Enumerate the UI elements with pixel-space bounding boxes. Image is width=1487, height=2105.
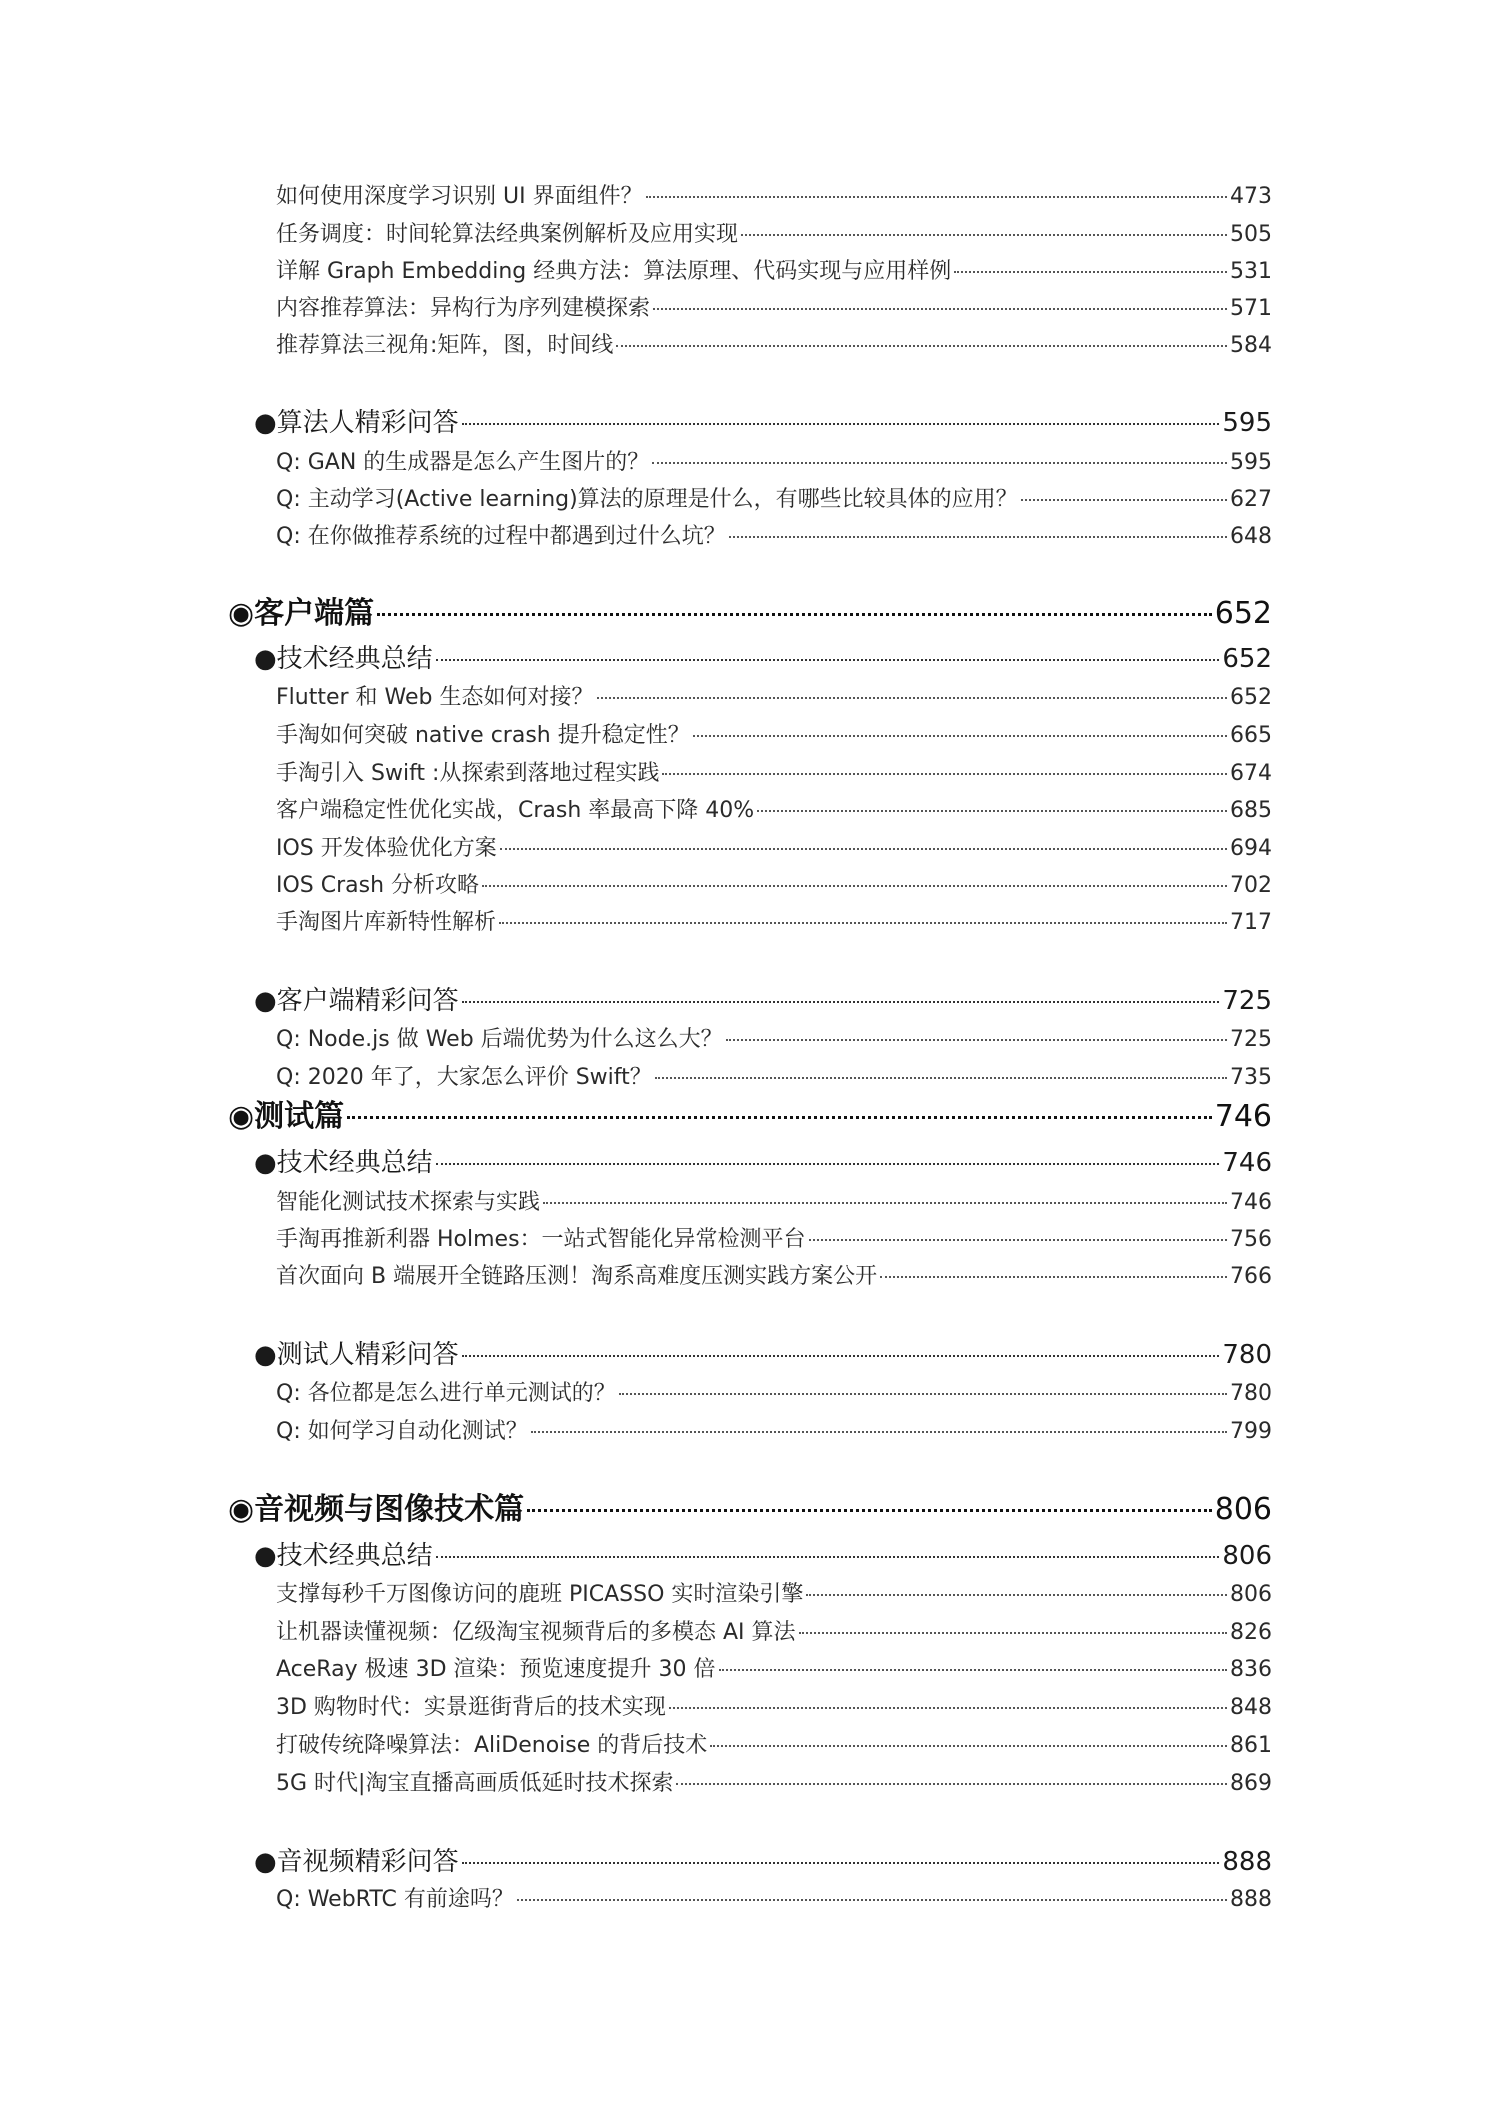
toc-page-number: 473 xyxy=(1230,184,1272,209)
toc-entry-title: 推荐算法三视角:矩阵，图，时间线 xyxy=(276,333,614,358)
toc-subsection-row[interactable] xyxy=(254,642,1272,676)
toc-entry-title: 手淘引入 Swift :从探索到落地过程实践 xyxy=(276,761,660,786)
dot-leader xyxy=(655,1077,1227,1079)
toc-entry-title: Q: 在你做推荐系统的过程中都遇到过什么坑？ xyxy=(276,524,726,549)
toc-page-number: 888 xyxy=(1230,1887,1272,1912)
toc-page-number: 869 xyxy=(1230,1771,1272,1796)
dot-leader xyxy=(646,196,1227,198)
toc-entry-title: 手淘图片库新特性解析 xyxy=(276,910,497,935)
toc-page-number: 888 xyxy=(1222,1847,1272,1877)
dot-leader xyxy=(757,810,1227,812)
toc-page-number: 780 xyxy=(1230,1381,1272,1406)
toc-entry-title: ●技术经典总结 xyxy=(254,1148,433,1178)
toc-page-number: 674 xyxy=(1230,761,1272,786)
toc-entry-title: ●客户端精彩问答 xyxy=(254,986,459,1016)
toc-item-row[interactable] xyxy=(276,1693,1272,1723)
toc-item-row[interactable] xyxy=(276,721,1272,751)
toc-entry-title: 详解 Graph Embedding 经典方法：算法原理、代码实现与应用样例 xyxy=(276,259,952,284)
toc-entry-title: 5G 时代|淘宝直播高画质低延时技术探索 xyxy=(276,1771,674,1796)
dot-leader xyxy=(719,1669,1228,1671)
toc-item-row[interactable] xyxy=(276,1769,1272,1799)
toc-entry-title: 智能化测试技术探索与实践 xyxy=(276,1190,541,1215)
toc-entry-title: Q: 各位都是怎么进行单元测试的？ xyxy=(276,1381,616,1406)
toc-entry-title: 如何使用深度学习识别 UI 界面组件？ xyxy=(276,184,643,209)
toc-page-number: 505 xyxy=(1230,222,1272,247)
toc-page-number: 861 xyxy=(1230,1733,1272,1758)
toc-entry-title: Flutter 和 Web 生态如何对接？ xyxy=(276,685,594,710)
toc-item-row[interactable] xyxy=(276,834,1272,864)
dot-leader xyxy=(462,1862,1220,1864)
dot-leader xyxy=(462,1355,1220,1357)
toc-page-number: 826 xyxy=(1230,1620,1272,1645)
toc-page-number: 652 xyxy=(1230,685,1272,710)
toc-item-row[interactable] xyxy=(276,522,1272,552)
toc-entry-title: ●音视频精彩问答 xyxy=(254,1847,459,1877)
toc-page-number: 717 xyxy=(1230,910,1272,935)
dot-leader xyxy=(693,735,1227,737)
toc-section-row[interactable] xyxy=(228,594,1272,634)
dot-leader xyxy=(954,271,1227,273)
toc-item-row[interactable] xyxy=(276,1379,1272,1409)
toc-page-number: 665 xyxy=(1230,723,1272,748)
toc-entry-title: IOS Crash 分析攻略 xyxy=(276,873,480,898)
toc-entry-title: 打破传统降噪算法：AliDenoise 的背后技术 xyxy=(276,1733,708,1758)
toc-page-number: 531 xyxy=(1230,259,1272,284)
dot-leader xyxy=(436,1556,1220,1558)
toc-subsection-row[interactable] xyxy=(254,406,1272,440)
toc-page-number: 848 xyxy=(1230,1695,1272,1720)
toc-subsection-row[interactable] xyxy=(254,1539,1272,1573)
dot-leader xyxy=(662,773,1227,775)
toc-page-number: 595 xyxy=(1230,450,1272,475)
toc-page-number: 806 xyxy=(1230,1582,1272,1607)
dot-leader xyxy=(1021,499,1227,501)
toc-entry-title: Q: 2020 年了，大家怎么评价 Swift？ xyxy=(276,1065,652,1090)
toc-page-number: 725 xyxy=(1222,986,1272,1016)
dot-leader xyxy=(436,1163,1220,1165)
toc-item-row[interactable] xyxy=(276,1731,1272,1761)
toc-item-row[interactable] xyxy=(276,796,1272,826)
toc-item-row[interactable] xyxy=(276,448,1272,478)
dot-leader xyxy=(669,1707,1227,1709)
toc-item-row[interactable] xyxy=(276,1225,1272,1255)
toc-page-number: 766 xyxy=(1230,1264,1272,1289)
dot-leader xyxy=(809,1239,1227,1241)
toc-subsection-row[interactable] xyxy=(254,1338,1272,1372)
toc-subsection-row[interactable] xyxy=(254,1146,1272,1180)
dot-leader xyxy=(729,536,1227,538)
toc-item-row[interactable] xyxy=(276,1618,1272,1648)
dot-leader xyxy=(517,1899,1227,1901)
toc-page-number: 746 xyxy=(1230,1190,1272,1215)
toc-entry-title: ●测试人精彩问答 xyxy=(254,1340,459,1370)
toc-item-row[interactable] xyxy=(276,1885,1272,1915)
dot-leader xyxy=(527,1509,1212,1512)
toc-page-number: 806 xyxy=(1222,1541,1272,1571)
toc-entry-title: ◉测试篇 xyxy=(228,1099,345,1134)
toc-item-row[interactable] xyxy=(276,331,1272,361)
dot-leader xyxy=(499,922,1227,924)
toc-page-number: 584 xyxy=(1230,333,1272,358)
toc-item-row[interactable] xyxy=(276,683,1272,713)
toc-entry-title: Q: GAN 的生成器是怎么产生图片的？ xyxy=(276,450,650,475)
toc-entry-title: 客户端稳定性优化实战，Crash 率最高下降 40% xyxy=(276,798,755,823)
toc-entry-title: Q: 主动学习(Active learning)算法的原理是什么，有哪些比较具体的应用？ xyxy=(276,487,1018,512)
toc-page-number: 652 xyxy=(1214,596,1272,631)
toc-item-row[interactable] xyxy=(276,1580,1272,1610)
dot-leader xyxy=(676,1783,1227,1785)
toc-entry-title: Q: 如何学习自动化测试？ xyxy=(276,1419,528,1444)
dot-leader xyxy=(880,1276,1227,1278)
dot-leader xyxy=(616,345,1227,347)
toc-item-row[interactable] xyxy=(276,908,1272,938)
toc-item-row[interactable] xyxy=(276,220,1272,250)
toc-item-row[interactable] xyxy=(276,294,1272,324)
dot-leader xyxy=(347,1116,1212,1119)
toc-entry-title: 手淘如何突破 native crash 提升稳定性？ xyxy=(276,723,690,748)
toc-item-row[interactable] xyxy=(276,1417,1272,1447)
dot-leader xyxy=(482,885,1227,887)
toc-item-row[interactable] xyxy=(276,257,1272,287)
toc-entry-title: ●算法人精彩问答 xyxy=(254,408,459,438)
toc-entry-title: 让机器读懂视频：亿级淘宝视频背后的多模态 AI 算法 xyxy=(276,1620,796,1645)
toc-section-row[interactable] xyxy=(228,1490,1272,1530)
toc-entry-title: Q: WebRTC 有前途吗？ xyxy=(276,1887,514,1912)
toc-page-number: 746 xyxy=(1214,1099,1272,1134)
toc-item-row[interactable] xyxy=(276,1655,1272,1685)
dot-leader xyxy=(799,1632,1227,1634)
toc-page-number: 756 xyxy=(1230,1227,1272,1252)
toc-item-row[interactable] xyxy=(276,871,1272,901)
toc-entry-title: AceRay 极速 3D 渲染：预览速度提升 30 倍 xyxy=(276,1657,716,1682)
toc-page-number: 648 xyxy=(1230,524,1272,549)
toc-entry-title: 内容推荐算法：异构行为序列建模探索 xyxy=(276,296,651,321)
toc-entry-title: 手淘再推新利器 Holmes：一站式智能化异常检测平台 xyxy=(276,1227,806,1252)
toc-page-number: 806 xyxy=(1214,1492,1272,1527)
toc-entry-title: ◉音视频与图像技术篇 xyxy=(228,1492,525,1527)
dot-leader xyxy=(741,234,1227,236)
toc-page-number: 725 xyxy=(1230,1027,1272,1052)
toc-page-number: 735 xyxy=(1230,1065,1272,1090)
toc-entry-title: 3D 购物时代：实景逛街背后的技术实现 xyxy=(276,1695,666,1720)
toc-page-number: 746 xyxy=(1222,1148,1272,1178)
toc-page-number: 836 xyxy=(1230,1657,1272,1682)
toc-entry-title: ◉客户端篇 xyxy=(228,596,375,631)
toc-subsection-row[interactable] xyxy=(254,1845,1272,1879)
toc-entry-title: 首次面向 B 端展开全链路压测！淘系高难度压测实践方案公开 xyxy=(276,1264,878,1289)
dot-leader xyxy=(500,848,1227,850)
toc-section-row[interactable] xyxy=(228,1097,1272,1137)
toc-item-row[interactable] xyxy=(276,485,1272,515)
toc-entry-title: 支撑每秒千万图像访问的鹿班 PICASSO 实时渲染引擎 xyxy=(276,1582,804,1607)
dot-leader xyxy=(619,1393,1227,1395)
dot-leader xyxy=(710,1745,1227,1747)
toc-item-row[interactable] xyxy=(276,1188,1272,1218)
toc-item-row[interactable] xyxy=(276,1063,1272,1093)
dot-leader xyxy=(806,1594,1227,1596)
dot-leader xyxy=(462,423,1220,425)
dot-leader xyxy=(377,613,1212,616)
toc-page-number: 627 xyxy=(1230,487,1272,512)
toc-page-number: 685 xyxy=(1230,798,1272,823)
toc-entry-title: ●技术经典总结 xyxy=(254,644,433,674)
toc-entry-title: Q: Node.js 做 Web 后端优势为什么这么大？ xyxy=(276,1027,723,1052)
toc-page-number: 694 xyxy=(1230,836,1272,861)
dot-leader xyxy=(652,462,1227,464)
dot-leader xyxy=(436,659,1220,661)
dot-leader xyxy=(543,1202,1227,1204)
dot-leader xyxy=(653,308,1227,310)
toc-item-row[interactable] xyxy=(276,759,1272,789)
toc-entry-title: ●技术经典总结 xyxy=(254,1541,433,1571)
dot-leader xyxy=(726,1039,1227,1041)
toc-item-row[interactable] xyxy=(276,182,1272,212)
toc-subsection-row[interactable] xyxy=(254,984,1272,1018)
dot-leader xyxy=(531,1431,1227,1433)
toc-item-row[interactable] xyxy=(276,1025,1272,1055)
toc-entry-title: IOS 开发体验优化方案 xyxy=(276,836,497,861)
dot-leader xyxy=(462,1001,1220,1003)
toc-page-number: 702 xyxy=(1230,873,1272,898)
toc-page-number: 595 xyxy=(1222,408,1272,438)
toc-page-number: 799 xyxy=(1230,1419,1272,1444)
toc-item-row[interactable] xyxy=(276,1262,1272,1292)
toc-page-number: 652 xyxy=(1222,644,1272,674)
toc-page-number: 571 xyxy=(1230,296,1272,321)
toc-entry-title: 任务调度：时间轮算法经典案例解析及应用实现 xyxy=(276,222,739,247)
toc-page-number: 780 xyxy=(1222,1340,1272,1370)
dot-leader xyxy=(597,697,1228,699)
